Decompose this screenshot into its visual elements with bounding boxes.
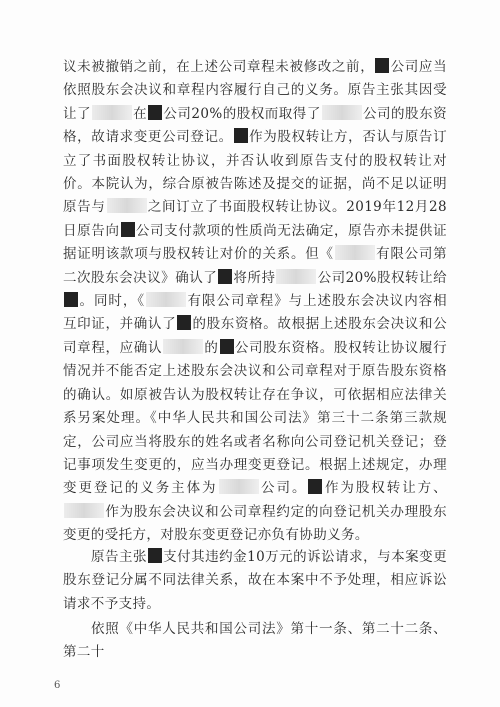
- redaction-mark: [375, 58, 389, 73]
- redaction-mark: [322, 105, 362, 120]
- redaction-mark: [107, 198, 147, 213]
- redaction-mark: [146, 292, 186, 307]
- redaction-mark: [121, 222, 135, 237]
- redaction-mark: [64, 292, 78, 307]
- redaction-mark: [218, 269, 232, 284]
- redaction-mark: [308, 479, 322, 494]
- redaction-mark: [234, 128, 248, 143]
- redaction-mark: [92, 105, 132, 120]
- redaction-mark: [219, 479, 259, 494]
- redaction-mark: [148, 548, 162, 563]
- page-number: 6: [54, 680, 61, 691]
- judgment-paragraph: 依照《中华人民共和国公司法》第十一条、第二十二条、第二十: [63, 621, 447, 661]
- redaction-mark: [177, 315, 191, 330]
- redaction-mark: [64, 503, 104, 518]
- redaction-mark: [163, 339, 203, 354]
- redaction-mark: [276, 269, 316, 284]
- judgment-paragraph: 议未被撤销之前，在上述公司章程未被修改之前， 公司应当依照股东会决议和章程内容履行自己的义务。原告主张其因受让了 在 公司20%的股权而取得了 公司的股东资格，故请求变更公司登记。 作为股权转让方，否认与原告订立了书面股权转让协议，并否认收到原告支付的股权转让对价。本院认为，综合原被告陈述及提交的证据，尚不足以证明原告与 之间订立了书面股权转让协议。2019年12月28日原告向 公司支付款项的性质尚无法确定，原告亦未提供证据证明该款项与股权转让对价的关系。但《 有限公司第二次股东会决议》确认了 将所持 公司20%股权转让给。同时，《 有限公司章程》与上述股东会决议内容相互印证，并确认了 的股东资格。故根据上述股东会决议和公司章程，应确认 的 公司股东资格。股权转让协议履行情况并不能否定上述股东会决议和公司章程对于原告股东资格的确认。如原被告认为股权转让存在争议，可依据相应法律关系另案处理。《中华人民共和国公司法》第三十二条第三款规定，公司应当将股东的姓名或者名称向公司登记机关登记；登记事项发生变更的，应当办理变更登记。根据上述规定，办理变更登记的义务主体为 公司。 作为股权转让方、作为股东会决议和公司章程约定的向登记机关办理股东变更的受托方，对股东变更登记亦负有协助义务。: [63, 59, 448, 544]
- judgment-paragraph: 原告主张 支付其违约金10万元的诉讼请求，与本案变更股东登记分属不同法律关系，故在本案中不予处理，相应诉讼请求不予支持。: [63, 549, 448, 612]
- redaction-mark: [220, 339, 234, 354]
- redaction-mark: [148, 105, 162, 120]
- redaction-mark: [335, 245, 375, 260]
